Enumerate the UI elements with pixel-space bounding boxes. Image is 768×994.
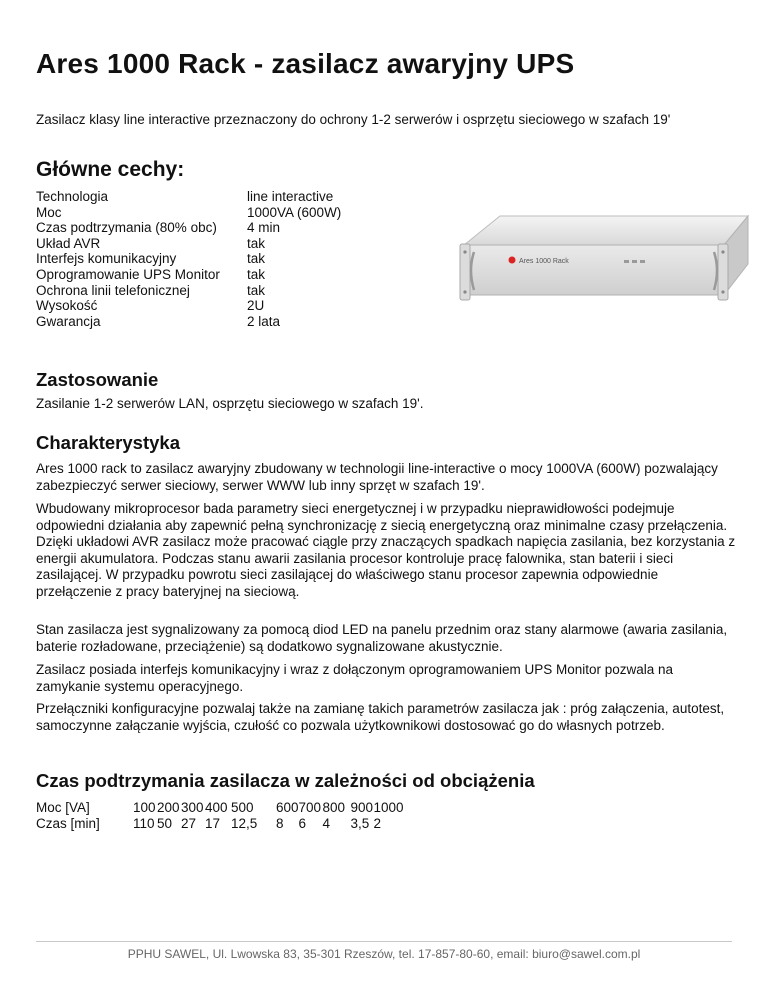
table-cell: 4 [322,815,331,831]
table-row [36,251,341,267]
table-cell: 6 [298,815,307,831]
table-cell: 500 [231,800,254,815]
table-row [36,189,341,205]
zastosowanie-text: Zasilanie 1-2 serwerów LAN, osprzętu sieciowego w szafach 19'. [36,396,424,411]
brand-logo-icon [509,257,516,264]
table-cell: 110 [133,815,155,831]
table-row [36,314,341,330]
features-heading: Główne cechy: [36,158,185,181]
table-cell: 900 [350,800,374,815]
table-cell: 800 [322,800,346,815]
spec-value: 2 lata [247,313,281,329]
spec-key: Technologia [36,189,109,204]
table-cell: 2 [373,815,382,831]
table-row [36,800,404,816]
spec-value: tak [247,266,266,282]
table-cell: 600 [276,800,299,815]
spec-key: Interfejs komunikacyjny [36,251,177,267]
spec-key: Wysokość [36,298,98,314]
table-row [36,220,341,236]
table-cell: 3,5 [350,815,370,831]
paragraph: Ares 1000 rack to zasilacz awaryjny zbudowany w technologii line-interactive o mocy 1000VA (600W) pozwalający zabezpieczyć serwer sieciowy, serwer WWW lub inny sprzęt w szafach 19'. [36,461,718,493]
row-label: Czas [min] [36,815,100,831]
table-row [36,283,341,299]
row-label: Moc [VA] [36,800,90,815]
spec-value: 2U [247,298,265,314]
spec-key: Gwarancja [36,313,101,329]
table-cell: 17 [205,815,221,831]
table-row [36,236,341,252]
table-cell: 200 [157,800,180,815]
table-cell: 27 [181,815,197,831]
table-cell: 700 [298,800,322,815]
spec-value: tak [247,235,266,251]
spec-value: line interactive [247,189,334,204]
footer-divider [36,941,732,942]
backup-time-table [36,800,404,831]
intro-text: Zasilacz klasy line interactive przeznaczony do ochrony 1-2 serwerów i osprzętu sieciowego w szafach 19' [36,112,671,127]
page-title: Ares 1000 Rack - zasilacz awaryjny UPS [36,48,575,79]
spec-key: Oprogramowanie UPS Monitor [36,266,220,282]
table-cell: 50 [157,815,173,831]
spec-value: 1000VA (600W) [247,204,342,220]
table-cell: 300 [181,800,204,815]
spec-value: 4 min [247,220,281,236]
paragraph: Zasilacz posiada interfejs komunikacyjny i wraz z dołączonym oprogramowaniem UPS Monitor pozwala na zamykanie systemu operacyjnego. [36,662,674,694]
table-row [36,267,341,283]
spec-value: tak [247,282,266,298]
table-cell: 8 [276,815,284,831]
features-table [36,189,341,329]
zastosowanie-heading: Zastosowanie [36,369,159,390]
table-cell: 12,5 [231,815,258,831]
spec-value: tak [247,251,266,267]
spec-key: Układ AVR [36,235,101,251]
charakterystyka-heading: Charakterystyka [36,432,180,453]
spec-key: Ochrona linii telefonicznej [36,282,190,298]
table-cell: 400 [205,800,228,815]
footer-contact: PPHU SAWEL, Ul. Lwowska 83, 35-301 Rzeszów, tel. 17-857-80-60, email: biuro@sawel.com.pl [127,947,641,961]
spec-key: Moc [36,204,62,220]
table-row [36,205,341,221]
paragraph: Stan zasilacza jest sygnalizowany za pomocą diod LED na panelu przednim oraz stany alarmowe (awaria zasilania, baterie rozładowane, przeciążenie) są dodatkowo sygnalizowane akustycznie. [36,622,728,654]
backup-heading: Czas podtrzymania zasilacza w zależności od obciążenia [36,770,535,791]
ups-product-image [456,200,756,315]
table-cell: 1000 [373,800,404,815]
table-cell: 100 [133,800,156,815]
brand-label: Ares 1000 Rack [519,258,569,265]
spec-key: Czas podtrzymania (80% obc) [36,220,217,236]
paragraph: Przełączniki konfiguracyjne pozwalaj także na zamianę takich parametrów zasilacza jak : próg załączenia, autotest, samoczynne załączanie wyjścia, czułość co pozwala użytkownikowi dostosować go do własnych potrzeb. [36,701,725,733]
table-row [36,298,341,314]
table-row [36,816,404,832]
paragraph: Wbudowany mikroprocesor bada parametry sieci energetycznej i w przypadku nieprawidłowości podejmuje odpowiedni działania aby zapewnić pełną synchronizację z siecią energetyczną oraz minimalne czasy przełączenia. Dzięki układowi AVR zasilacz może pracować ciągle przy znaczących spadkach napięcia zasilania, bez korzystania z energii akumulatora. Podczas stanu awarii zasilania procesor kontroluje pracę falownika, stan baterii i sieci zasilającej. W przypadku powrotu sieci zasilającej do właściwego stanu procesor zapewnia odpowiednie przełączenie z pracy bateryjnej na sieciową. [36,501,736,599]
